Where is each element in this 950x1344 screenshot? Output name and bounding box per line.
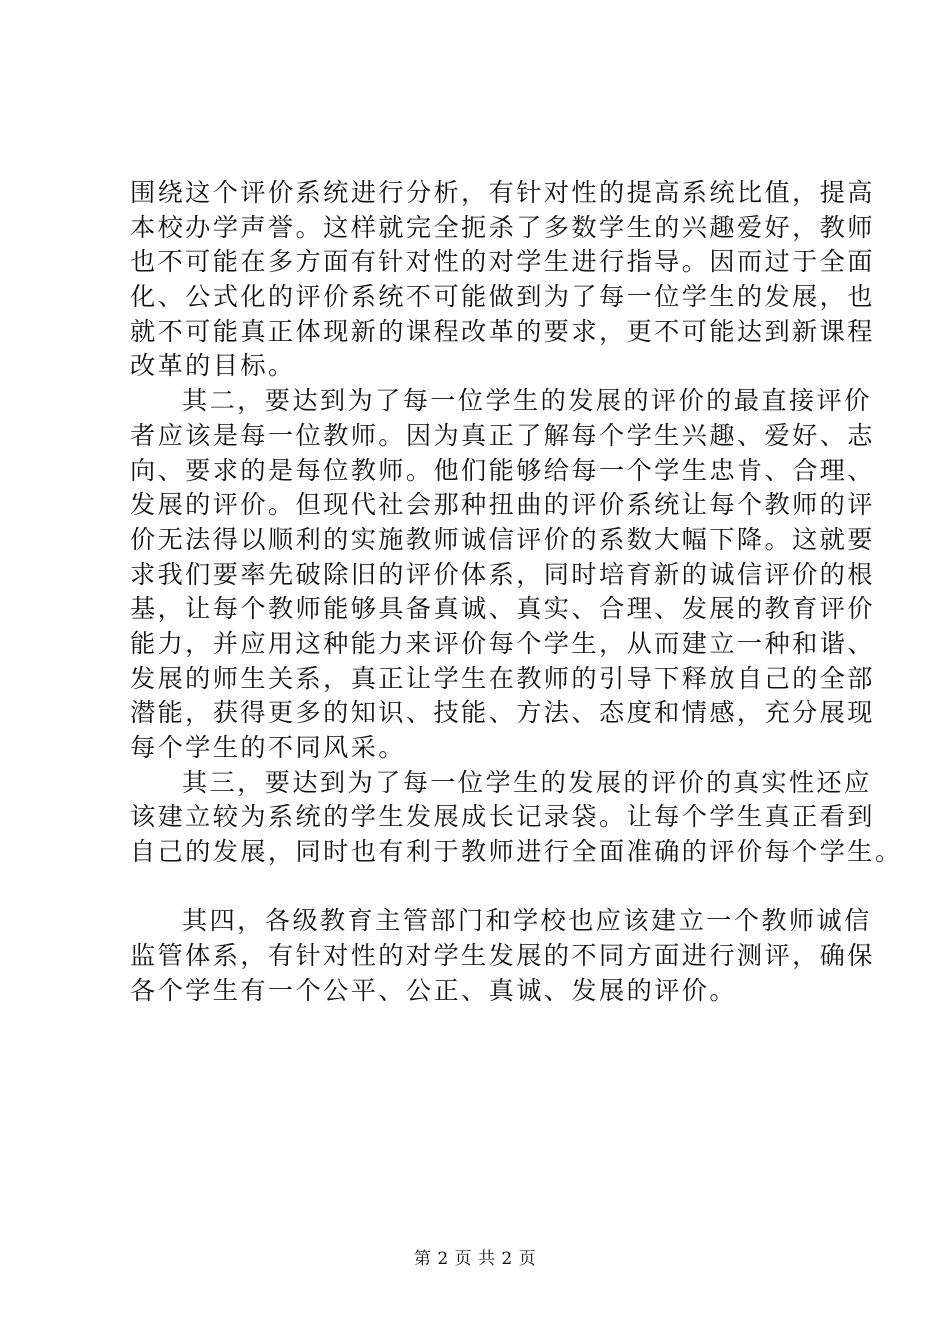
paragraph-start-line: 其四，各级教育主管部门和学校也应该建立一个教师诚信	[182, 906, 872, 936]
text-line: 向、要求的是每位教师。他们能够给每一个学生忠肯、合理、	[130, 455, 875, 485]
text-line: 潜能，获得更多的知识、技能、方法、态度和情感，充分展现	[130, 698, 875, 728]
text-line: 化、公式化的评价系统不可能做到为了每一位学生的发展，也	[130, 282, 875, 312]
text-line: 本校办学声誉。这样就完全扼杀了多数学生的兴趣爱好，教师	[130, 212, 875, 242]
text-line: 监管体系，有针对性的对学生发展的不同方面进行测评，确保	[130, 941, 875, 971]
text-line: 求我们要率先破除旧的评价体系，同时培育新的诚信评价的根	[130, 559, 875, 589]
text-line: 围绕这个评价系统进行分析，有针对性的提高系统比值，提高	[130, 178, 875, 207]
text-line: 价无法得以顺利的实施教师诚信评价的系数大幅下降。这就要	[130, 524, 875, 554]
document-body	[130, 176, 903, 1009]
text-line: 者应该是每一位教师。因为真正了解每个学生兴趣、爱好、志	[130, 420, 875, 450]
text-line: 发展的评价。但现代社会那种扭曲的评价系统让每个教师的评	[130, 490, 875, 520]
text-line: 能力，并应用这种能力来评价每个学生，从而建立一种和谐、	[130, 628, 875, 658]
paragraph-gap	[130, 870, 850, 905]
text-line: 自己的发展，同时也有利于教师进行全面准确的评价每个学生。	[130, 837, 903, 867]
text-line: 基，让每个教师能够具备真诚、真实、合理、发展的教育评价	[130, 594, 875, 624]
paragraph-start-line: 其三，要达到为了每一位学生的发展的评价的真实性还应	[182, 767, 872, 797]
text-line: 改革的目标。	[130, 351, 296, 381]
text-line: 每个学生的不同风采。	[130, 733, 406, 762]
page-number-footer: 第 2 页 共 2 页	[413, 1249, 537, 1269]
text-line: 该建立较为系统的学生发展成长记录袋。让每个学生真正看到	[130, 802, 875, 832]
paragraph-start-line: 其二，要达到为了每一位学生的发展的评价的最直接评价	[182, 386, 872, 416]
text-line: 各个学生有一个公平、公正、真诚、发展的评价。	[130, 975, 737, 1005]
text-line: 发展的师生关系，真正让学生在教师的引导下释放自己的全部	[130, 663, 875, 693]
text-line: 也不可能在多方面有针对性的对学生进行指导。因而过于全面	[130, 247, 875, 277]
text-line: 就不可能真正体现新的课程改革的要求，更不可能达到新课程	[130, 316, 875, 346]
